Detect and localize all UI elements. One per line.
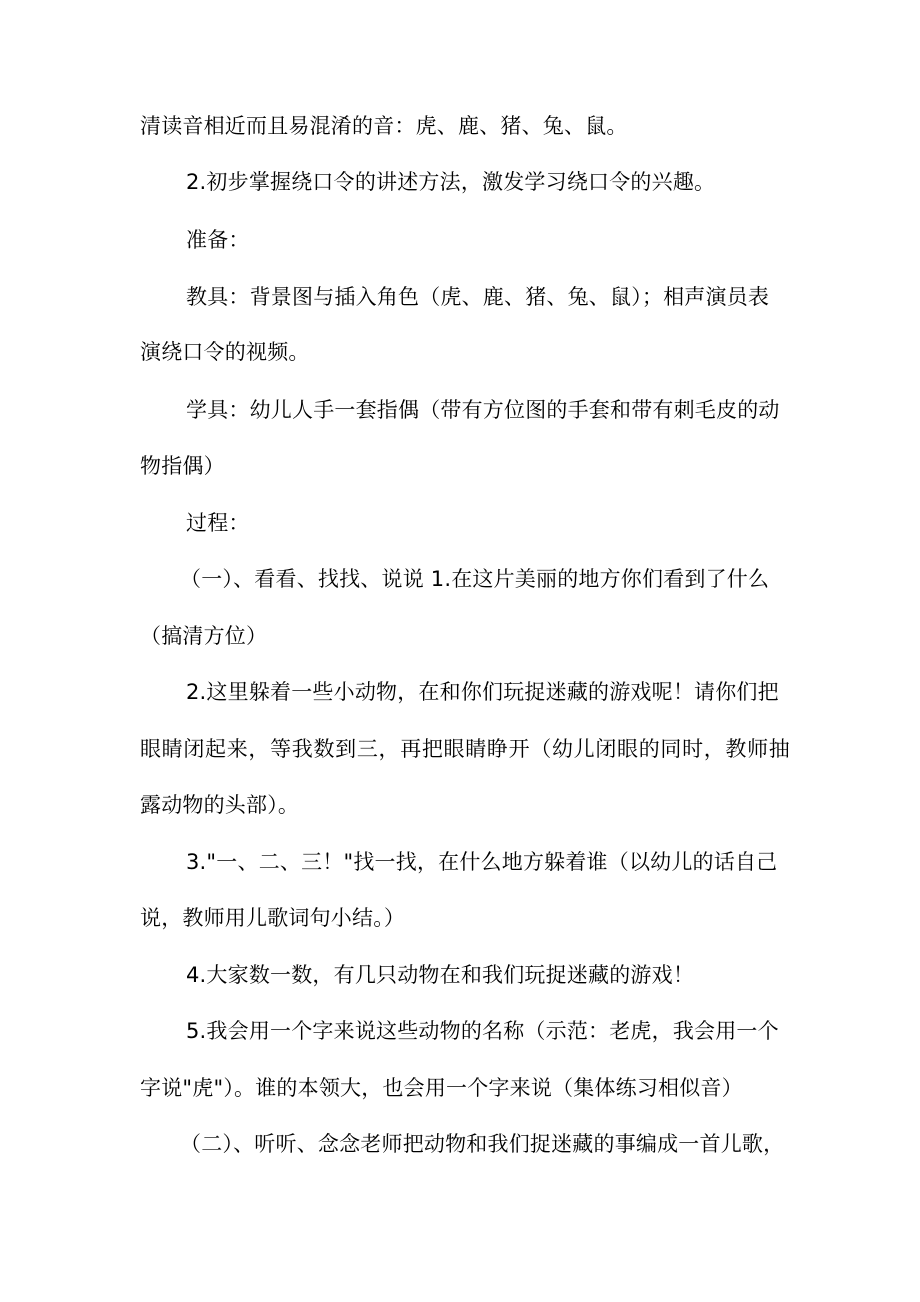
text-line: 学具：幼儿人手一套指偶（带有方位图的手套和带有刺毛皮的动 [186,398,780,422]
text-line: 5.我会用一个字来说这些动物的名称（示范：老虎，我会用一个 [186,1019,779,1043]
section-heading: 准备： [186,228,250,252]
text-line: （二）、听听、念念老师把动物和我们捉迷藏的事编成一首儿歌， [180,1132,785,1156]
text-line: 说，教师用儿歌词句小结。） [140,906,406,930]
text-line: 教具：背景图与插入角色（虎、鹿、猪、兔、鼠）；相声演员表 [186,285,770,309]
text-line: （搞清方位） [140,624,268,648]
text-line: 4.大家数一数，有几只动物在和我们玩捉迷藏的游戏！ [186,963,695,987]
text-line: 眼睛闭起来，等我数到三，再把眼睛睁开（幼儿闭眼的同时，教师抽 [140,737,790,761]
section-heading: 过程： [186,511,250,535]
text-line: 字说"虎"）。谁的本领大，也会用一个字来说（集体练习相似音） [140,1076,743,1100]
text-line: 演绕口令的视频。 [140,340,310,364]
text-line: 2.初步掌握绕口令的讲述方法，激发学习绕口令的兴趣。 [186,170,716,194]
text-line: 物指偶） [140,454,225,478]
text-line: （一）、看看、找找、说说 1.在这片美丽的地方你们看到了什么 [180,567,770,591]
text-line: 2.这里躲着一些小动物，在和你们玩捉迷藏的游戏呢！请你们把 [186,680,779,704]
text-line: 3."一、二、三！"找一找，在什么地方躲着谁（以幼儿的话自己 [186,850,778,874]
text-line: 露动物的头部）。 [140,793,300,817]
text-line: 清读音相近而且易混淆的音：虎、鹿、猪、兔、鼠。 [140,114,628,138]
